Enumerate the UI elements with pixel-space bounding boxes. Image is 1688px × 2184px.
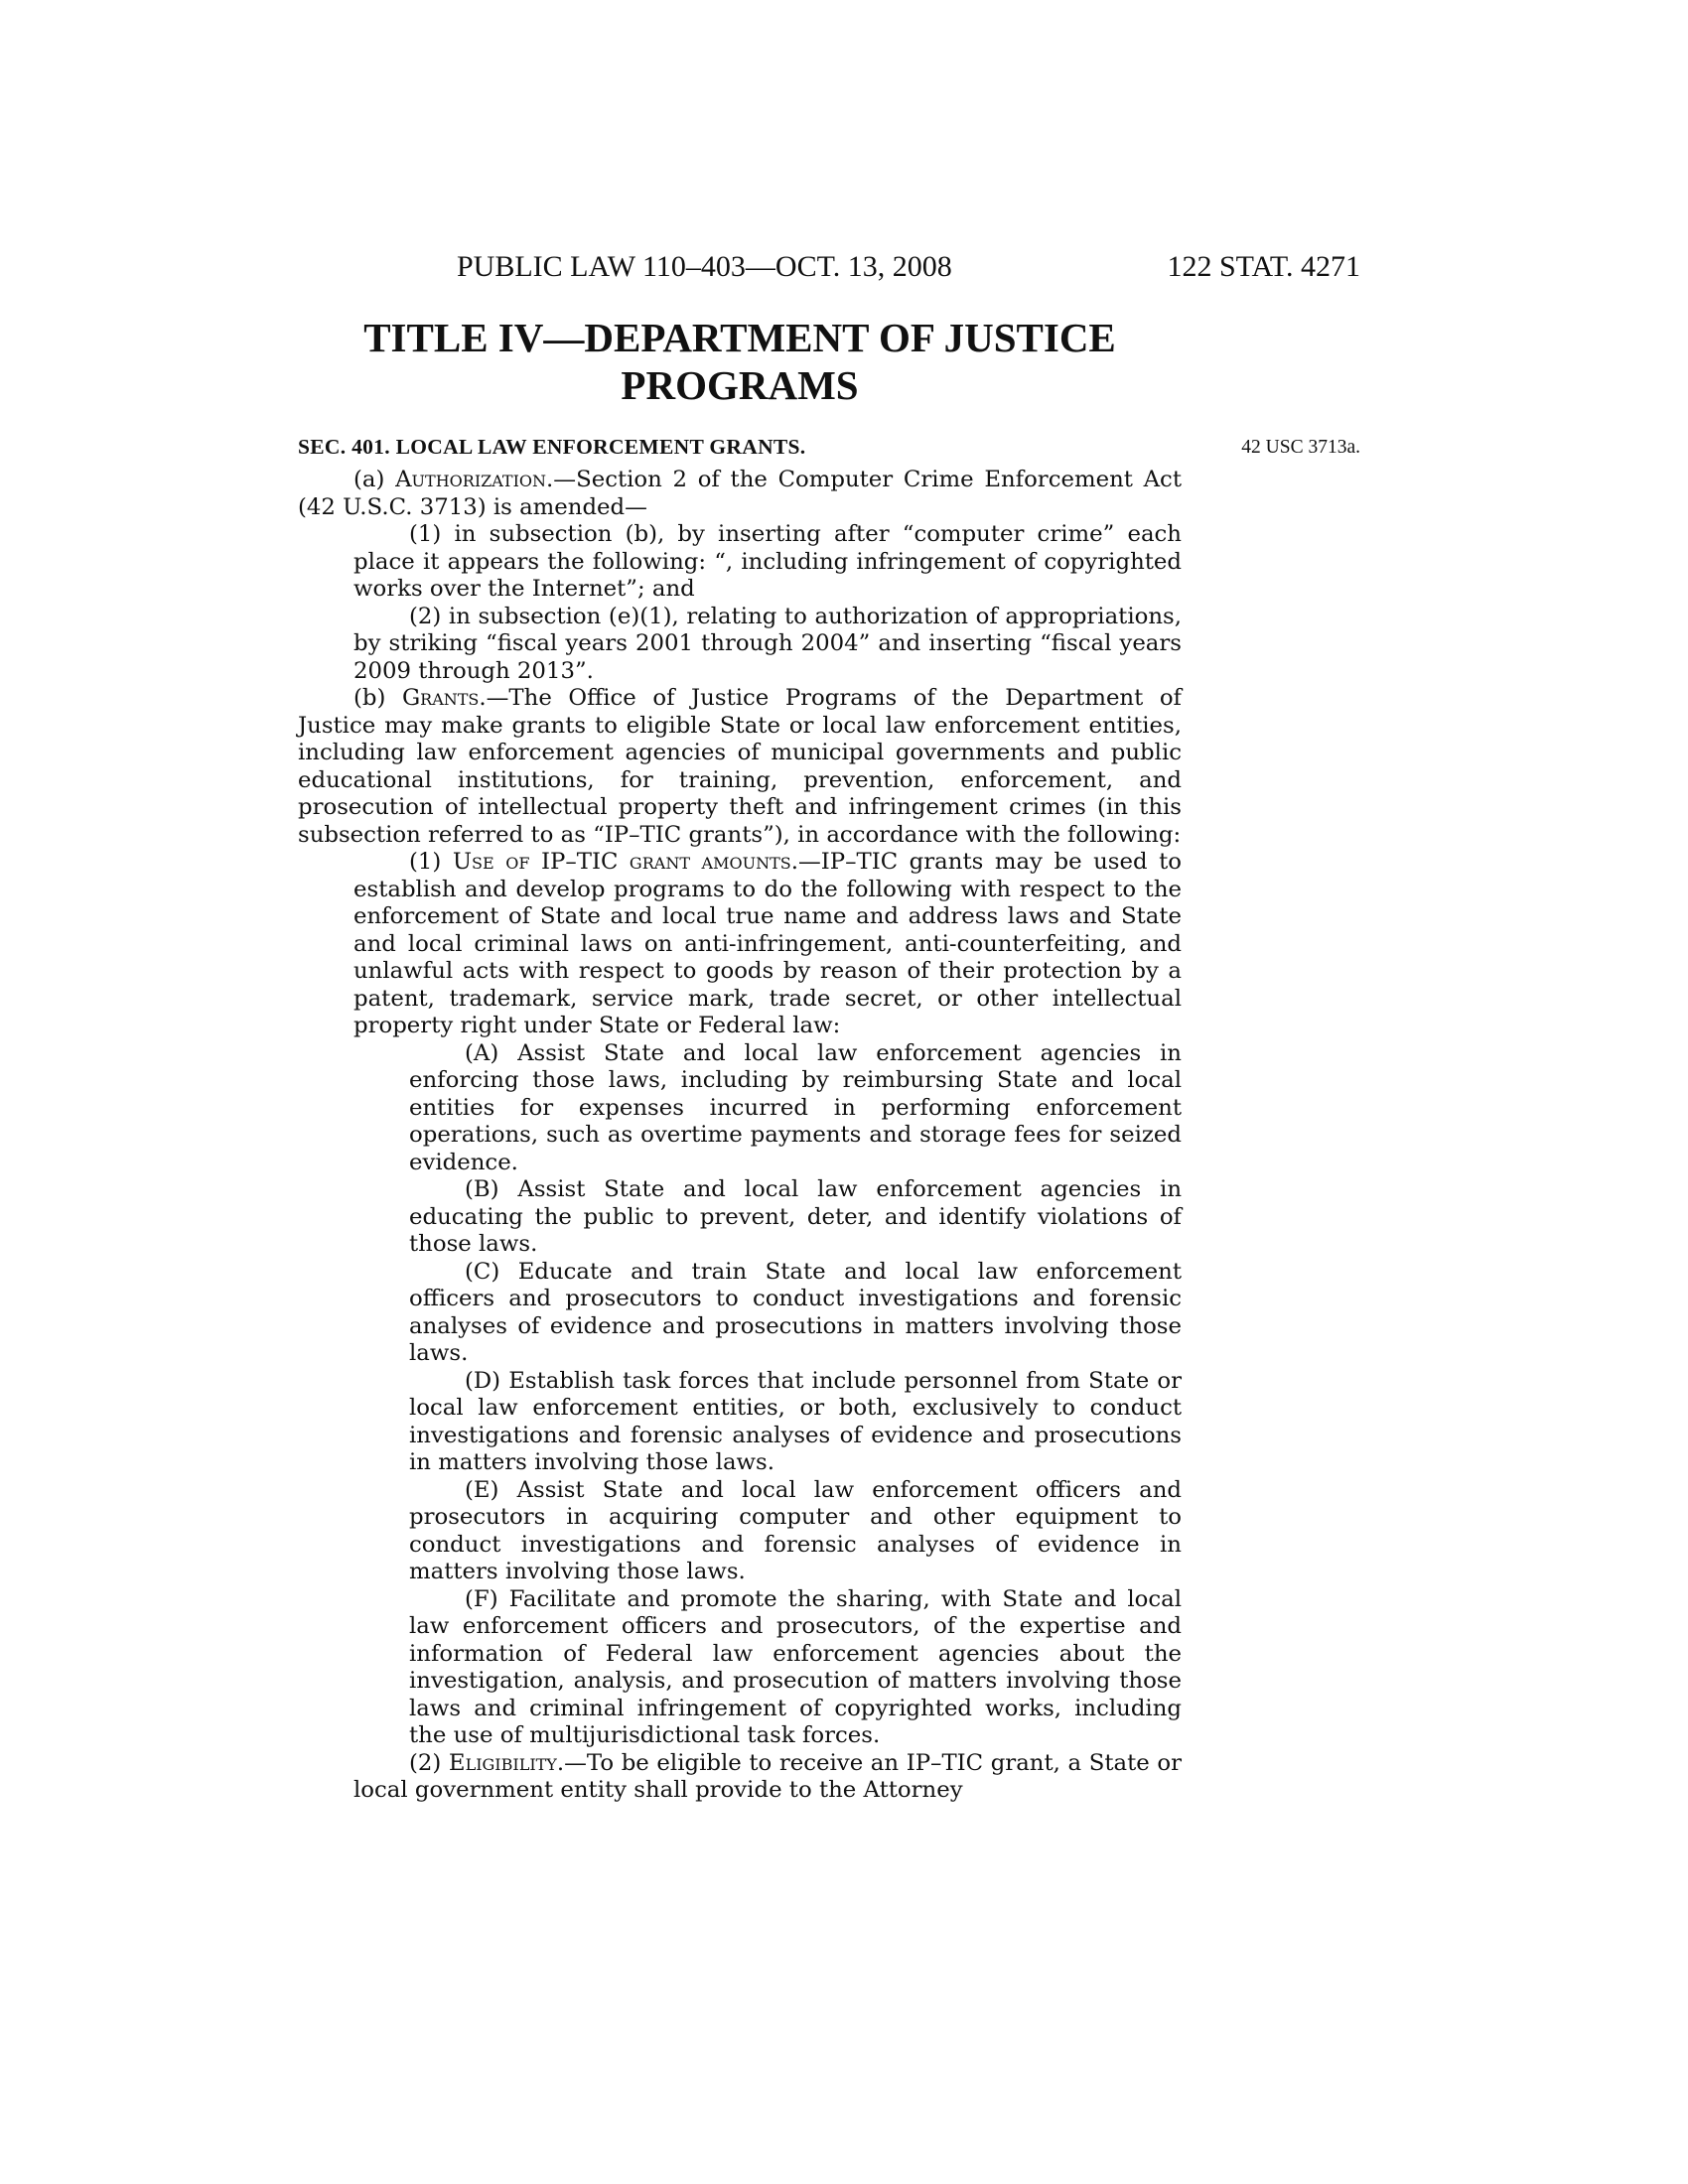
statute-page-number: 122 STAT. 4271 <box>1167 250 1360 283</box>
paragraph-b-1-text: .—IP–TIC grants may be used to establish and develop programs to do the following with respect to the enforcement of State and local true name and address laws and State and local criminal laws on anti-infringement, anti-counterfeiting, and unlawful acts with respect to goods by reason of their protection by a patent, trademark, service mark, trade secret, or other intellectual property right under State or Federal law: <box>353 849 1182 1038</box>
paragraph-a <box>298 467 1182 521</box>
title-line-2: PROGRAMS <box>621 362 859 408</box>
paragraph-b-2-label: (2) <box>409 1749 449 1776</box>
subparagraph-B: (B) Assist State and local law enforcement agencies in educating the public to prevent, deter, and identify violations of those laws. <box>409 1176 1182 1257</box>
title-heading <box>298 314 1182 409</box>
paragraph-b-text: .—The Office of Justice Programs of the Department of Justice may make grants to eligible State or local law enforcement entities, including law enforcement agencies of municipal governments and public educational institutions, for training, prevention, enforcement, and prosecution of intellectual property theft and infringement crimes (in this subsection referred to as “IP–TIC grants”), in accordance with the following: <box>298 685 1182 848</box>
paragraph-b-1 <box>353 849 1182 1040</box>
paragraph-b-2-caption: Eligibility <box>448 1749 557 1776</box>
subparagraph-A: (A) Assist State and local law enforcement agencies in enforcing those laws, including by reimbursing State and local entities for expenses incurred in performing enforcement operations, such as overtime payments and storage fees for seized evidence. <box>409 1039 1182 1175</box>
running-header <box>298 250 1360 290</box>
paragraph-a-1: (1) in subsection (b), by inserting after “computer crime” each place it appears the following: “, including infringement of copyrighted works over the Internet”; and <box>353 521 1182 602</box>
usc-margin-note: 42 USC 3713a. <box>1241 437 1360 458</box>
subparagraph-C: (C) Educate and train State and local law enforcement officers and prosecutors to conduct investigations and forensic analyses of evidence and prosecutions in matters involving those laws. <box>409 1258 1182 1366</box>
paragraph-a-caption: Authorization <box>395 467 547 492</box>
paragraph-b <box>298 685 1182 849</box>
paragraph-b-1-label: (1) <box>409 849 453 875</box>
subparagraph-D: (D) Establish task forces that include personnel from State or local law enforcement entities, or both, exclusively to conduct investigations and forensic analyses of evidence and prosecutions in matters involving those laws. <box>409 1367 1182 1475</box>
paragraph-b-1-caption: Use of IP–TIC grant amounts <box>452 849 791 875</box>
paragraph-b-caption: Grants <box>401 685 480 711</box>
subparagraph-E: (E) Assist State and local law enforcement officers and prosecutors in acquiring computer and other equipment to conduct investigations and forensic analyses of evidence in matters involving those laws. <box>409 1476 1182 1584</box>
paragraph-b-label: (b) <box>353 685 402 711</box>
subparagraph-F: (F) Facilitate and promote the sharing, with State and local law enforcement officers and prosecutors, of the expertise and information of Federal law enforcement agencies about the investigation, analysis, and prosecution of matters involving those laws and criminal infringement of copyrighted works, including the use of multijurisdictional task forces. <box>409 1585 1182 1748</box>
title-line-1: TITLE IV—DEPARTMENT OF JUSTICE <box>363 315 1116 360</box>
section-heading: SEC. 401. LOCAL LAW ENFORCEMENT GRANTS. <box>298 435 806 459</box>
paragraph-b-2 <box>353 1750 1182 1805</box>
paragraph-b-2-text: .—To be eligible to receive an IP–TIC grant, a State or local government entity shall provide to the Attorney <box>353 1749 1182 1803</box>
paragraph-a-text: .—Section 2 of the Computer Crime Enforcement Act (42 U.S.C. 3713) is amended— <box>298 467 1182 520</box>
public-law-citation: PUBLIC LAW 110–403—OCT. 13, 2008 <box>457 250 952 283</box>
paragraph-a-2: (2) in subsection (e)(1), relating to authorization of appropriations, by striking “fiscal years 2001 through 2004” and inserting “fiscal years 2009 through 2013”. <box>353 603 1182 684</box>
section-body <box>298 467 1182 1805</box>
section-heading-row <box>298 435 1360 465</box>
paragraph-a-label: (a) <box>353 467 396 492</box>
